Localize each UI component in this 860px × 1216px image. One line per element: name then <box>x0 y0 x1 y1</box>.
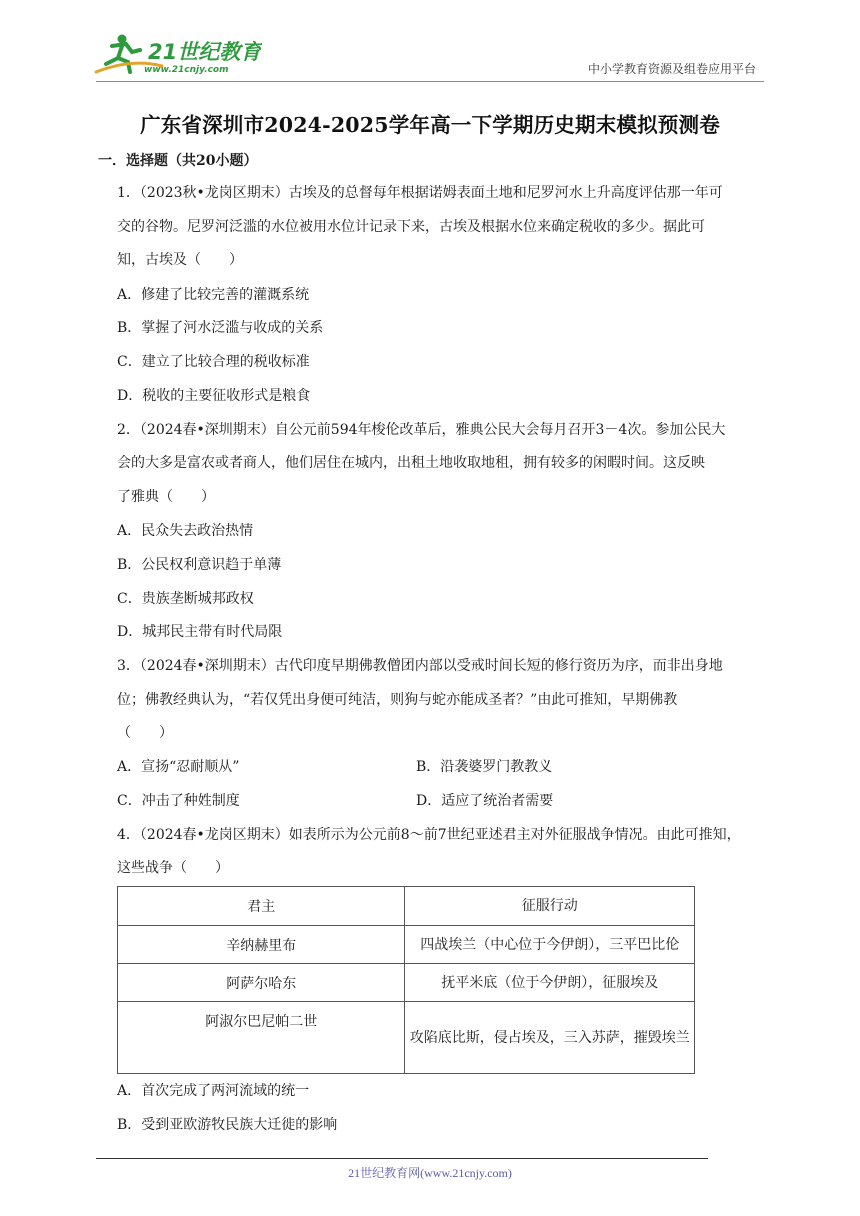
question-1-line-1: 1．（2023秋•龙岗区期末）古埃及的总督每年根据诺姆表面土地和尼罗河水上升高度评估那一年可 <box>117 185 723 201</box>
question-3-option-a[interactable]: A．宣扬“忍耐顺从” <box>117 759 240 775</box>
conquest-table <box>117 886 695 1074</box>
table-cell: 辛纳赫里布 <box>118 926 405 964</box>
question-1-line-2: 交的谷物。尼罗河泛滥的水位被用水位计记录下来，古埃及根据水位来确定税收的多少。据此可 <box>117 219 705 235</box>
question-2-line-1: 2．（2024春•深圳期末）自公元前594年梭伦改革后，雅典公民大会每月召开3－4次。参加公民大 <box>117 422 726 438</box>
section-heading: 一．选择题（共20小题） <box>98 153 258 169</box>
question-3-option-b[interactable]: B．沿袭婆罗门教教义 <box>416 759 553 775</box>
question-2-line-3: 了雅典（ ） <box>117 489 215 505</box>
question-2-line-2: 会的大多是富农或者商人，他们居住在城内，出租土地收取地租，拥有较多的闲暇时间。这反映 <box>117 455 705 471</box>
question-3-line-1: 3．（2024春•深圳期末）古代印度早期佛教僧团内部以受戒时间长短的修行资历为序，而非出身地 <box>117 658 723 674</box>
question-2-option-b[interactable]: B．公民权利意识趋于单薄 <box>117 557 282 573</box>
table-cell: 攻陷底比斯，侵占埃及，三入苏萨，摧毁埃兰 <box>405 1002 695 1074</box>
document-title: 广东省深圳市2024-2025学年高一下学期历史期末模拟预测卷 <box>140 113 720 137</box>
question-4-option-b[interactable]: B．受到亚欧游牧民族大迁徙的影响 <box>117 1117 338 1133</box>
platform-name: 中小学教育资源及组卷应用平台 <box>587 62 756 76</box>
header-divider <box>96 81 764 82</box>
runner-logo-icon <box>92 32 262 80</box>
logo-url: www.21cnjy.com <box>144 65 229 75</box>
question-3-line-3: （ ） <box>117 725 173 741</box>
question-3-option-c[interactable]: C．冲击了种姓制度 <box>117 793 240 809</box>
question-2-option-d[interactable]: D．城邦民主带有时代局限 <box>117 624 283 640</box>
question-4-line-1: 4．（2024春•龙岗区期末）如表所示为公元前8～前7世纪亚述君主对外征服战争情况。由此可推知， <box>117 827 741 843</box>
question-3-option-d[interactable]: D．适应了统治者需要 <box>416 793 554 809</box>
question-1-option-a[interactable]: A．修建了比较完善的灌溉系统 <box>117 287 310 303</box>
logo-wordmark: 21世纪教育 <box>148 40 262 64</box>
table-cell: 抚平米底（位于今伊朗），征服埃及 <box>405 964 695 1002</box>
site-logo <box>92 32 262 80</box>
table-row <box>118 964 695 1002</box>
question-1-option-d[interactable]: D．税收的主要征收形式是粮食 <box>117 388 311 404</box>
table-cell: 阿淑尔巴尼帕二世 <box>118 1002 405 1074</box>
table-header-cell: 征服行动 <box>405 887 695 926</box>
table-row <box>118 1002 695 1074</box>
question-4-option-a[interactable]: A．首次完成了两河流域的统一 <box>117 1083 310 1099</box>
footer-divider <box>96 1158 708 1159</box>
question-1-option-c[interactable]: C．建立了比较合理的税收标准 <box>117 354 310 370</box>
question-2-option-c[interactable]: C．贵族垄断城邦政权 <box>117 591 254 607</box>
table-cell: 阿萨尔哈东 <box>118 964 405 1002</box>
question-3-line-2: 位；佛教经典认为，“若仅凭出身便可纯洁，则狗与蛇亦能成圣者？”由此可推知，早期佛教 <box>117 692 678 708</box>
footer-link[interactable]: 21世纪教育网(www.21cnjy.com) <box>348 1166 512 1180</box>
question-1-line-3: 知，古埃及（ ） <box>117 252 243 268</box>
table-header-cell: 君主 <box>118 887 405 926</box>
question-4-line-2: 这些战争（ ） <box>117 860 229 876</box>
question-1-option-b[interactable]: B．掌握了河水泛滥与收成的关系 <box>117 320 324 336</box>
table-header-row <box>118 887 695 926</box>
table-row <box>118 926 695 964</box>
page-header <box>0 0 860 90</box>
question-2-option-a[interactable]: A．民众失去政治热情 <box>117 523 254 539</box>
table-cell: 四战埃兰（中心位于今伊朗），三平巴比伦 <box>405 926 695 964</box>
